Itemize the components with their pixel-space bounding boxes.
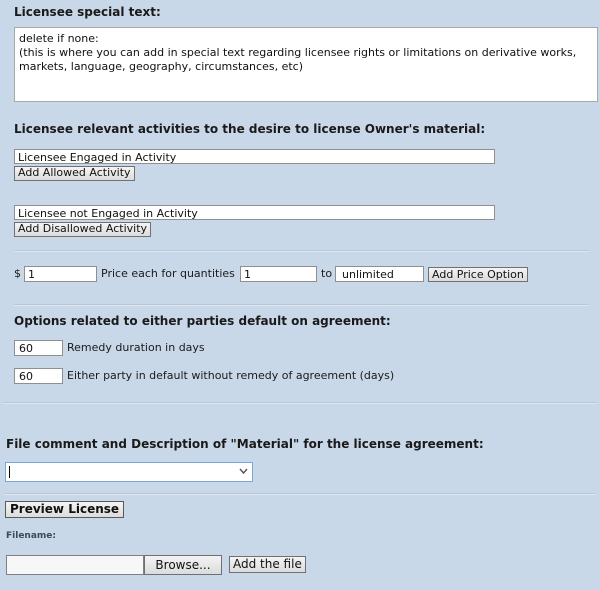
activities-heading: Licensee relevant activities to the desire to license Owner's material: [14,122,486,136]
quantity-from-input[interactable]: 1 [240,266,317,282]
preview-license-button[interactable]: Preview License [5,501,124,518]
special-text-line-3: markets, language, geography, circumstances, etc) [19,60,303,73]
add-disallowed-activity-button[interactable]: Add Disallowed Activity [14,222,151,237]
add-file-button[interactable]: Add the file [229,556,306,573]
special-text-line-1: delete if none: [19,32,99,45]
add-allowed-activity-button[interactable]: Add Allowed Activity [14,166,135,181]
add-price-option-button[interactable]: Add Price Option [428,267,528,282]
remedy-duration-input[interactable]: 60 [14,340,63,356]
divider-1 [14,250,588,252]
default-without-remedy-input[interactable]: 60 [14,368,63,384]
filename-label: Filename: [6,531,56,541]
price-input[interactable]: 1 [24,266,97,282]
quantity-to-input[interactable]: unlimited [335,266,424,282]
remedy-duration-label: Remedy duration in days [67,341,205,354]
engaged-activity-input[interactable]: Licensee Engaged in Activity [14,149,495,164]
divider-4 [4,493,596,495]
special-text-heading: Licensee special text: [14,5,161,19]
chevron-down-icon[interactable] [239,465,248,480]
not-engaged-activity-input[interactable]: Licensee not Engaged in Activity [14,205,495,220]
divider-2 [14,304,588,306]
price-each-label: Price each for quantities [101,267,235,280]
quantity-to-label: to [321,267,333,280]
default-without-remedy-label: Either party in default without remedy of agreement (days) [67,369,395,382]
default-options-heading: Options related to either parties default on agreement: [14,314,391,328]
file-comment-dropdown[interactable] [5,462,253,482]
special-text-line-2: (this is where you can add in special text regarding licensee rights or limitations on derivative works, [19,46,577,59]
special-text-area[interactable] [14,27,598,102]
file-comment-heading: File comment and Description of "Material" for the license agreement: [6,437,484,451]
currency-symbol: $ [14,267,21,280]
text-caret [9,466,10,478]
browse-button[interactable]: Browse... [144,555,222,575]
filename-field[interactable] [6,555,144,575]
divider-3 [4,402,596,404]
